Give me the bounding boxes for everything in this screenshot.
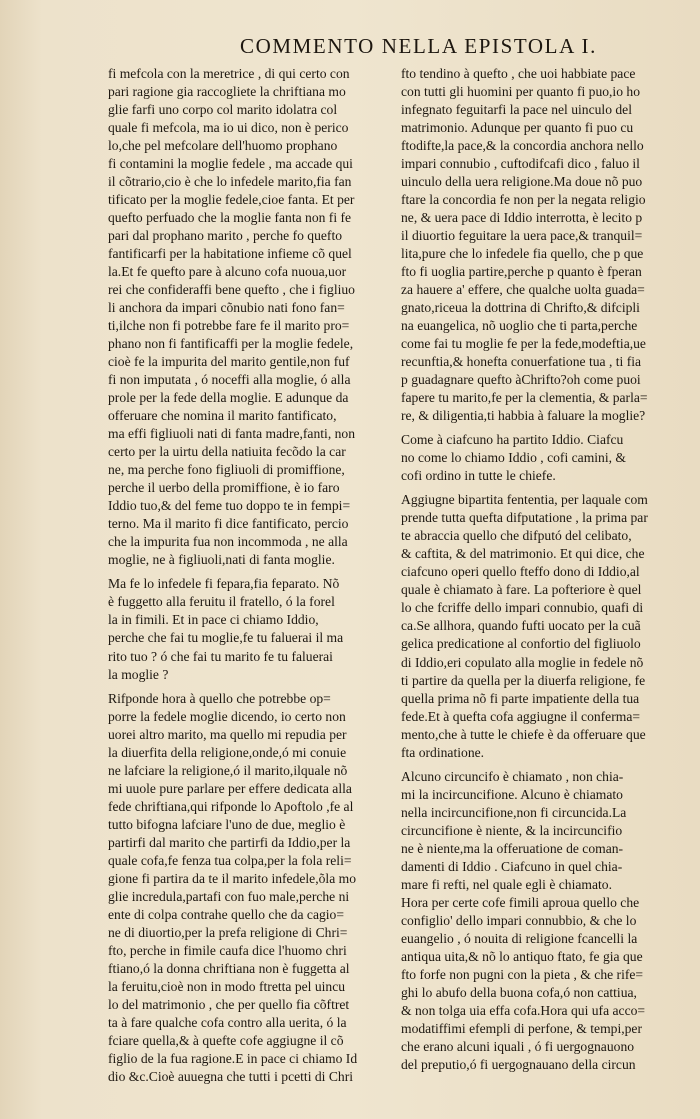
text-line: che la impurita fua non incommoda , ne alla [108,534,348,550]
text-line: te abraccia quello che difputó del celibato, [401,528,632,544]
text-line: rito tuo ? ó che fai tu marito fe tu faluerai [108,648,333,664]
text-line: Alcuno circuncifo è chiamato , non chia- [401,768,624,784]
text-line: lo che fcriffe dello impari connubio, quafi di [401,600,644,616]
text-line: tutto bifogna lafciare l'uno de due, meglio è [108,816,346,832]
text-line: re, & diligentia,ti habbia à faluare la moglie? [401,408,646,424]
text-line: quefto perfuado che la moglie fanta non fi fe [108,210,352,226]
text-line: fta ordinatione. [401,744,485,760]
text-line: circuncifione è niente, & la incircuncifio [401,822,623,838]
text-line: pari dal prophano marito , perche fo quefto [108,228,343,244]
text-line: matrimonio. Adunque per quanto fi puo cu [401,120,634,136]
text-line: fto fi uoglia partire,perche p quanto è fperan [401,264,642,280]
text-line: mento,che à tutte le chiefe è da offeruare que [401,726,646,742]
text-line: il diuortio feguitare la uera pace,& tranquil= [401,228,643,244]
text-line: con tutti gli huomini per quanto fi puo,io ho [401,84,640,100]
text-line: damenti di Iddio . Ciafcuno in quel chia- [401,858,623,874]
text-line: antiqua uita,& nõ lo antiquo ftato, fe gia que [401,948,643,964]
text-line: ne di diuortio,per la prefa religione di Chri= [108,924,348,940]
text-line: ne, & uera pace di Iddio interrotta, è lecito p [401,210,643,226]
text-line: ftare la concordia fe non per la negata religio [401,192,646,208]
text-line: fapere tu marito,fe per la clementia, & parla= [401,390,648,406]
text-line: porre la fedele moglie dicendo, io certo non [108,708,346,724]
text-line: infegnato feguitarfi la pace nel uinculo del [401,102,632,118]
text-line: ti,ilche non fi potrebbe fare fe il marito pro= [108,318,350,334]
text-line: ta à fare qualche cofa contro alla uerita, ó la [108,1014,347,1030]
text-line: mi la incircuncifione. Alcuno è chiamato [401,786,623,802]
text-line: rei che confideraffi bene quefto , che i figliuo [108,282,355,298]
text-line: figlio de la fua ragione.E in pace ci chiamo Id [108,1050,358,1066]
text-line: fi non imputata , ó noceffi alla moglie, ó alla [108,372,351,388]
text-line: cioè fe la impurita del marito gentile,non fuf [108,354,350,370]
text-line: la moglie ? [108,666,169,682]
text-line: quale cofa,fe fenza tua colpa,per la fola reli= [108,852,352,868]
left-text-column [108,65,392,1113]
text-line: impari connubio , cuftodifcafi dico , faluo il [401,156,640,172]
text-line: glie incredula,partafi con fuo male,perche ni [108,888,350,904]
text-line: terno. Ma il marito fi dice fantificato, percio [108,516,349,532]
text-line: Iddio tuo,& del feme tuo doppo te in fempi= [108,498,351,514]
text-line: euangelio , ó nouita di religione fcancelli la [401,930,638,946]
text-line: phano non fi fantificaffi per la moglie fedele, [108,336,354,352]
text-line: modatiffimi efempli di perfone, & tempi,per [401,1020,642,1036]
text-line: quale è chiamato à fare. La pofteriore è quel [401,582,642,598]
text-line: ciafcuno operi quello fteffo dono di Iddio,al [401,564,640,580]
text-line: il cõtrario,cio è che lo infedele marito,fia fan [108,174,352,190]
text-line: p guadagnare quefto àChrifto?oh come puoi [401,372,641,388]
right-text-column [401,65,697,1113]
text-line: mi uuole pure parlare per effere dedicata alla [108,780,352,796]
text-line: la diuerfita della religione,onde,ó mi conuie [108,744,347,760]
text-line: perche che fai tu moglie,fe tu faluerai il ma [108,630,344,646]
text-line: di Iddio,eri copulato alla moglie in fedele nõ [401,654,644,670]
text-line: uorei altro marito, ma quello mi repudia per [108,726,347,742]
text-line: mare fi refti, nel quale egli è chiamato. [401,876,612,892]
text-line: fto, perche in fimile caufa dice l'huomo chri [108,942,347,958]
text-line: ftodifte,la pace,& la concordia anchora nello [401,138,644,154]
text-line: fi contamini la moglie fedele , ma accade qui [108,156,353,172]
text-line: la feruitu,cioè non in modo ftretta pel uincu [108,978,346,994]
text-line: prole per la fede della moglie. E adunque da [108,390,349,406]
text-line: quale fi mefcola, ma io ui dico, non è perico [108,120,349,136]
text-line: Ma fe lo infedele fi fepara,fia feparato. Nõ [108,576,340,592]
text-line: moglie, ne à figliuoli,nati di fanta moglie. [108,552,335,568]
text-line: li anchora da impari cõnubio nati fono fan= [108,300,345,316]
text-line: offeruare che nomina il marito fantificato, [108,408,337,424]
text-line: fantificarfi per la habitatione infieme cõ quel [108,246,352,262]
text-line: fede chriftiana,qui rifponde lo Apoftolo ,fe al [108,798,354,814]
text-line: certo per la uirtu della natiuita fecõdo la car [108,444,346,460]
text-line: Aggiugne bipartita fententia, per laquale com [401,492,648,508]
text-line: come fai tu moglie fe per la fede,modeftia,ue [401,336,646,352]
text-line: ca.Se allhora, quando fufti uocato per la cuã [401,618,641,634]
text-line: ma effi figliuoli nati di fanta madre,fanti, non [108,426,356,442]
text-line: uinculo della uera religione.Ma doue nõ puo [401,174,643,190]
text-line: tificato per la moglie fedele,cioe fanta. Et per [108,192,355,208]
text-line: prende tutta quefta difputatione , la prima par [401,510,648,526]
text-line: la in fimili. Et in pace ci chiamo Iddio, [108,612,319,628]
text-line: configlio' dello impari connubbio, & che lo [401,912,637,928]
text-line: & non tolga uia effa cofa.Hora qui ufa acco= [401,1002,646,1018]
text-line: & caftita, & del matrimonio. Et qui dice, che [401,546,645,562]
text-line: ente di colpa contrahe quello che da cagio= [108,906,345,922]
text-line: è fuggetto alla feruitu il fratello, ó la forel [108,594,335,610]
text-line: fi mefcola con la meretrice , di qui certo con [108,66,350,81]
text-line: gelica predicatione al confortio del figliuolo [401,636,641,652]
text-line: za hauere a' effere, che qualche uolta guada= [401,282,645,298]
text-line: recunftia,& honefta conuerfatione tua , ti fia [401,354,642,370]
text-line: glie farfi uno corpo col marito idolatra col [108,102,338,118]
text-line: Rifponde hora à quello che potrebbe op= [108,690,331,706]
text-line: la.Et fe quefto pare à alcuno cofa nuoua,uor [108,264,347,280]
text-line: Come à ciafcuno ha partito Iddio. Ciafcu [401,432,624,448]
text-line: fto tendino à quefto , che uoi habbiate pace [401,66,636,81]
text-line: partirfi dal marito che partirfi da Iddio,per la [108,834,351,850]
text-line: cofi ordino in tutte le chiefe. [401,468,556,484]
text-line: dio &c.Cioè auuegna che tutti i pcetti di Chri [108,1068,354,1084]
text-line: del preputio,ó fi uergognauano della circun [401,1056,636,1072]
text-line: fto forfe non pugni con la pieta , & che rife= [401,966,644,982]
text-line: na euangelica, nõ uoglio che ti parta,perche [401,318,638,334]
text-line: lo,che pel mefcolare dell'huomo prophano [108,138,338,154]
text-line: quella prima nõ fi parte impatiente della tua [401,690,640,706]
text-line: perche il uerbo della promiffione, è io faro [108,480,340,496]
text-line: gnato,riceua la dottrina di Chrifto,& difcipli [401,300,640,316]
text-line: ne è niente,ma la offeruatione de coman- [401,840,624,856]
text-line: fciare quella,& à quefte cofe aggiugne il cõ [108,1032,344,1048]
text-line: ti partire da quella per la diuerfa religione, fe [401,672,646,688]
text-line: ne, ma perche fono figliuoli di promiffione, [108,462,345,478]
text-line: che erano alcuni iquali , ó fi uergognauono [401,1038,635,1054]
text-line: no come lo chiamo Iddio , cofi camini, & [401,450,626,466]
text-line: ghi lo abufo della buona cofa,ó non cattiua, [401,984,637,1000]
text-line: Hora per certe cofe fimili aproua quello che [401,894,640,910]
text-line: ftiano,ó la donna chriftiana non è fuggetta al [108,960,350,976]
text-line: nella incircuncifione,non fi circuncida.La [401,804,627,820]
text-line: fede.Et à quefta cofa aggiugne il conferma= [401,708,641,724]
running-header: COMMENTO NELLA EPISTOLA I. [240,34,597,58]
text-line: pari ragione gia raccogliete la chriftiana mo [108,84,346,100]
text-line: lo del matrimonio , che per quello fia cõftret [108,996,350,1012]
text-line: lita,pure che lo infedele fia quello, che p que [401,246,644,262]
text-line: gione fi partira da te il marito infedele,õla mo [108,870,356,886]
text-line: ne lafciare la religione,ó il marito,ilquale nõ [108,762,348,778]
